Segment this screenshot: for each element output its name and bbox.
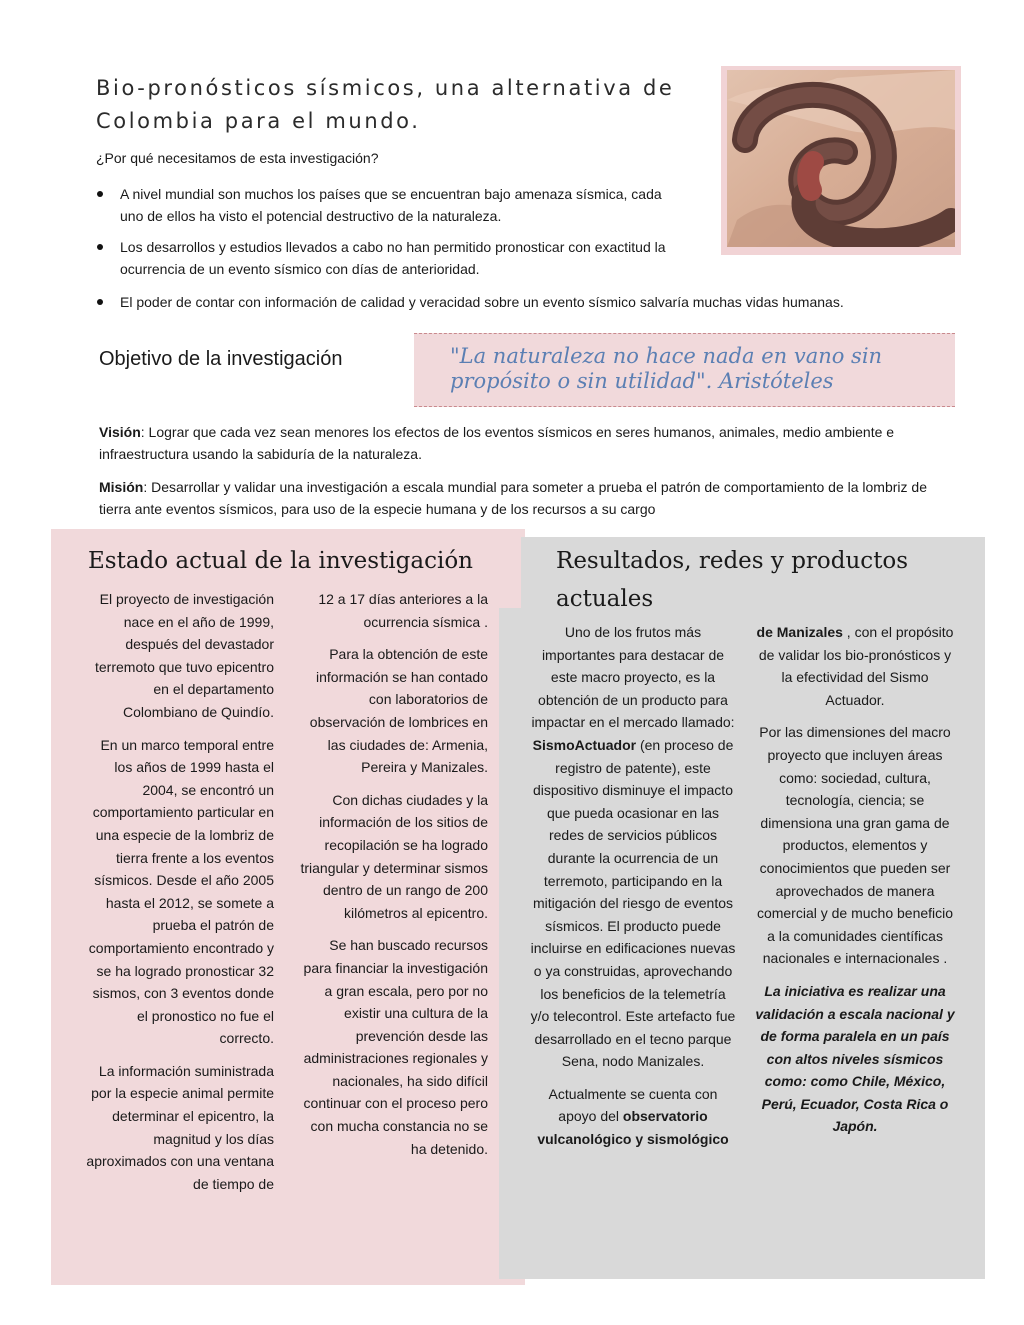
intro-bullet-3: El poder de contar con información de calidad y veracidad sobre un evento sísmico salvaría muchas vidas humanas. [96, 291, 956, 313]
resultados-col2-paragraph-2: Por las dimensiones del macro proyecto que incluyen áreas como: sociedad, cultura, tecnología, ciencia; se dimensiona una gran gama de productos, elementos y conocimientos que pueden ser aprovechados de manera comercial y de mucho beneficio a la comunidades científicas nacionales e internacionales . [756, 724, 954, 967]
estado-col1-paragraph: En un marco temporal entre los años de 1999 hasta el 2004, se encontró un comportamiento particular en una especie de la lombriz de tierra frente a los eventos sísmicos. Desde el año 2005 hasta el 2012, se somete a prueba el patrón de comportamiento encontrado y se ha logrado pronosticar 32 sismos, con 3 eventos donde el pronostico no fue el correcto. [88, 736, 274, 1047]
mission-label: Misión [99, 479, 144, 495]
estado-col1-paragraph: El proyecto de investigación nace en el año de 1999, después del devastador terremoto que tuvo epicentro en el departamento Colombiano de Quindío. [95, 591, 274, 720]
resultados-col1-paragraph-1 [530, 621, 736, 1073]
intro-bullet-2: Los desarrollos y estudios llevados a cabo no han permitido pronosticar con exactitud la ocurrencia de un evento sísmico con días de anterioridad. [96, 236, 686, 280]
resultados-column-1 [530, 621, 736, 1161]
intro-question: ¿Por qué necesitamos de esta investigación? [96, 150, 379, 166]
estado-col2-paragraph: Se han buscado recursos para financiar la investigación a gran escala, pero por no existir una cultura de la prevención desde las administraciones regionales y nacionales, ha sido difícil continuar con el proceso pero con mucha constancia no se ha detenido. [303, 937, 488, 1157]
sismoactuador-product-name: SismoActuador [532, 736, 637, 753]
resultados-text: Uno de los frutos más importantes para destacar de este macro proyecto, es la obtención de un producto para impactar en el mercado llamado: [531, 624, 735, 731]
vision-label: Visión [99, 424, 141, 440]
intro-bullet-list-wide [96, 291, 956, 313]
estado-col2-paragraph: Con dichas ciudades y la información de los sitios de recopilación se ha logrado triangular y determinar sismos dentro de un rango de 200 kilómetros al epicentro. [300, 791, 488, 921]
mission-paragraph [99, 476, 929, 520]
earthworm-photo [721, 66, 961, 255]
aristotle-quote: "La naturaleza no hace nada en vano sin propósito o sin utilidad". Aristóteles [450, 344, 883, 393]
estado-col2-paragraph: 12 a 17 días anteriores a la ocurrencia sísmica . [318, 591, 488, 630]
resultados-col2-paragraph-1 [752, 621, 958, 711]
resultados-text: , con el propósito de validar los bio-pronósticos y la efectividad del Sismo Actuador. [758, 624, 954, 708]
quote-box [414, 333, 955, 407]
resultados-col2-paragraph-3: La iniciativa es realizar una validación a escala nacional y de forma paralela en un país con altos niveles sísmicos como: como Chile, México, Perú, Ecuador, Costa Rica o Japón. [755, 982, 955, 1135]
page-title: Bio-pronósticos sísmicos, una alternativa de Colombia para el mundo. [96, 76, 675, 133]
estado-col2-paragraph: Para la obtención de este información se han contado con laboratorios de observación de lombrices en las ciudades de: Armenia, Pereira y Manizales. [309, 646, 488, 776]
earthworm-image-icon [727, 70, 955, 247]
intro-bullet-1: A nivel mundial son muchos los países que se encuentran bajo amenaza sísmica, cada uno de ellos ha visto el potencial destructivo de la naturaleza. [96, 183, 686, 227]
resultados-column-2 [752, 621, 958, 1148]
resultados-text: (en proceso de registro de patente), este dispositivo disminuye el impacto que pueda ocasionar en las redes de servicios públicos durante la ocurrencia de un terremoto, participando en la mitigación del riesgo de eventos sísmicos. El producto puede incluirse en edificaciones nuevas o ya construidas, aprovechando los beneficios de la telemetría y/o telecontrol. Este artefacto fue desarrollado en el tecno parque Sena, nodo Manizales. [530, 736, 736, 1070]
estado-column-2 [300, 588, 488, 1170]
estado-title: Estado actual de la investigación [88, 548, 473, 574]
estado-column-1 [86, 588, 274, 1205]
resultados-title: Resultados, redes y productos actuales [556, 548, 909, 612]
objective-heading: Objetivo de la investigación [99, 348, 343, 370]
intro-bullet-list [96, 183, 686, 280]
manizales-label: de Manizales [756, 624, 843, 640]
mission-text: : Desarrollar y validar una investigación a escala mundial para someter a prueba el patrón de comportamiento de la lombriz de tierra ante eventos sísmicos, para uso de la especie humana y de los recursos a su cargo [99, 479, 927, 517]
resultados-text: Actualmente se cuenta con apoyo del [548, 1085, 718, 1125]
resultados-col1-paragraph-2 [530, 1083, 736, 1151]
estado-col1-paragraph: La información suministrada por la especie animal permite determinar el epicentro, la magnitud y los días aproximados con una ventana de tiempo de [86, 1062, 274, 1192]
vision-text: : Lograr que cada vez sean menores los efectos de los eventos sísmicos en seres humanos, animales, medio ambiente e infraestructura usando la sabiduría de la naturaleza. [99, 424, 895, 462]
vision-paragraph [99, 421, 929, 465]
observatorio-name: observatorio vulcanológico y sismológico [537, 1108, 729, 1148]
